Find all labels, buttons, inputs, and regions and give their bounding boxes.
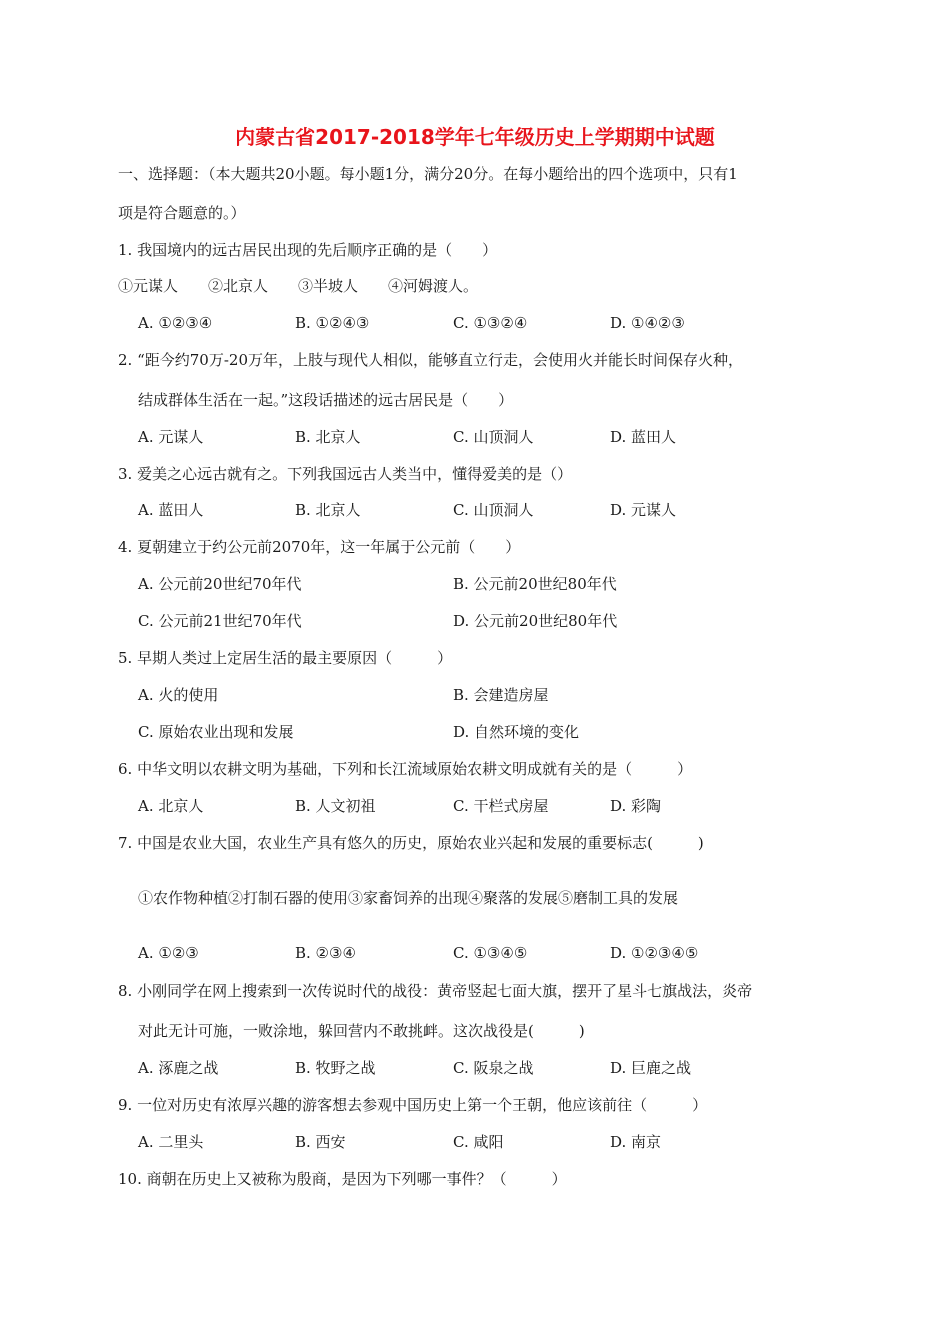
question-6-option-a: A. 北京人 (138, 797, 204, 815)
question-1-option-a: A. ①②③④ (138, 314, 213, 332)
question-7-items: ①农作物种植②打制石器的使用③家畜饲养的出现④聚落的发展⑤磨制工具的发展 (138, 889, 679, 907)
question-8-option-b: B. 牧野之战 (295, 1059, 376, 1077)
question-2-stem-cont: 结成群体生活在一起。”这段话描述的远古居民是（ ） (138, 391, 514, 409)
question-3-stem: 3. 爱美之心远古就有之。下列我国远古人类当中，懂得爱美的是（） (118, 465, 573, 483)
question-6-stem: 6. 中华文明以农耕文明为基础，下列和长江流域原始农耕文明成就有关的是（ ） (118, 760, 693, 778)
question-1-option-c: C. ①③②④ (453, 314, 528, 332)
question-8-option-a: A. 涿鹿之战 (138, 1059, 219, 1077)
question-3-option-a: A. 蓝田人 (138, 501, 204, 519)
question-8-option-c: C. 阪泉之战 (453, 1059, 534, 1077)
question-5-option-a: A. 火的使用 (138, 686, 219, 704)
section-instructions-line1: 一、选择题：（本大题共20小题。每小题1分，满分20分。在每小题给出的四个选项中，只有1 (118, 165, 738, 183)
question-8-stem-cont: 对此无计可施，一败涂地，躲回营内不敢挑衅。这次战役是( ) (138, 1022, 585, 1040)
question-1-items: ①元谋人 ②北京人 ③半坡人 ④河姆渡人。 (118, 277, 479, 295)
question-7-option-a: A. ①②③ (138, 944, 199, 962)
question-8-stem: 8. 小刚同学在网上搜索到一次传说时代的战役：黄帝竖起七面大旗，摆开了星斗七旗战法，炎帝 (118, 982, 753, 1000)
question-9-option-a: A. 二里头 (138, 1133, 204, 1151)
question-2-option-a: A. 元谋人 (138, 428, 204, 446)
question-5-option-d: D. 自然环境的变化 (453, 723, 580, 741)
question-3-option-c: C. 山顶洞人 (453, 501, 534, 519)
page-title: 内蒙古省2017-2018学年七年级历史上学期期中试题 (235, 125, 715, 149)
question-4-stem: 4. 夏朝建立于约公元前2070年，这一年属于公元前（ ） (118, 538, 521, 556)
question-6-option-c: C. 干栏式房屋 (453, 797, 549, 815)
question-2-option-d: D. 蓝田人 (610, 428, 677, 446)
question-4-option-a: A. 公元前20世纪70年代 (138, 575, 302, 593)
question-6-option-d: D. 彩陶 (610, 797, 662, 815)
question-7-option-b: B. ②③④ (295, 944, 356, 962)
question-7-stem: 7. 中国是农业大国，农业生产具有悠久的历史，原始农业兴起和发展的重要标志( ) (118, 834, 704, 852)
question-3-option-d: D. 元谋人 (610, 501, 677, 519)
question-7-option-c: C. ①③④⑤ (453, 944, 528, 962)
question-9-option-b: B. 西安 (295, 1133, 346, 1151)
question-5-option-b: B. 会建造房屋 (453, 686, 549, 704)
question-9-stem: 9. 一位对历史有浓厚兴趣的游客想去参观中国历史上第一个王朝，他应该前往（ ） (118, 1096, 708, 1114)
question-4-option-b: B. 公元前20世纪80年代 (453, 575, 617, 593)
question-2-stem: 2. “距今约70万-20万年，上肢与现代人相似，能够直立行走，会使用火并能长时间保存火种， (118, 351, 743, 369)
question-2-option-c: C. 山顶洞人 (453, 428, 534, 446)
question-4-option-d: D. 公元前20世纪80年代 (453, 612, 618, 630)
question-1-option-b: B. ①②④③ (295, 314, 370, 332)
section-instructions-line2: 项是符合题意的。） (118, 204, 246, 222)
question-9-option-c: C. 咸阳 (453, 1133, 504, 1151)
question-2-option-b: B. 北京人 (295, 428, 361, 446)
question-4-option-c: C. 公元前21世纪70年代 (138, 612, 302, 630)
question-9-option-d: D. 南京 (610, 1133, 662, 1151)
question-7-option-d: D. ①②③④⑤ (610, 944, 699, 962)
question-6-option-b: B. 人文初祖 (295, 797, 376, 815)
question-1-stem: 1. 我国境内的远古居民出现的先后顺序正确的是（ ） (118, 241, 498, 259)
question-10-stem: 10. 商朝在历史上又被称为殷商，是因为下列哪一事件？（ ） (118, 1170, 567, 1188)
question-8-option-d: D. 巨鹿之战 (610, 1059, 692, 1077)
question-5-option-c: C. 原始农业出现和发展 (138, 723, 294, 741)
question-5-stem: 5. 早期人类过上定居生活的最主要原因（ ） (118, 649, 453, 667)
question-1-option-d: D. ①④②③ (610, 314, 685, 332)
question-3-option-b: B. 北京人 (295, 501, 361, 519)
